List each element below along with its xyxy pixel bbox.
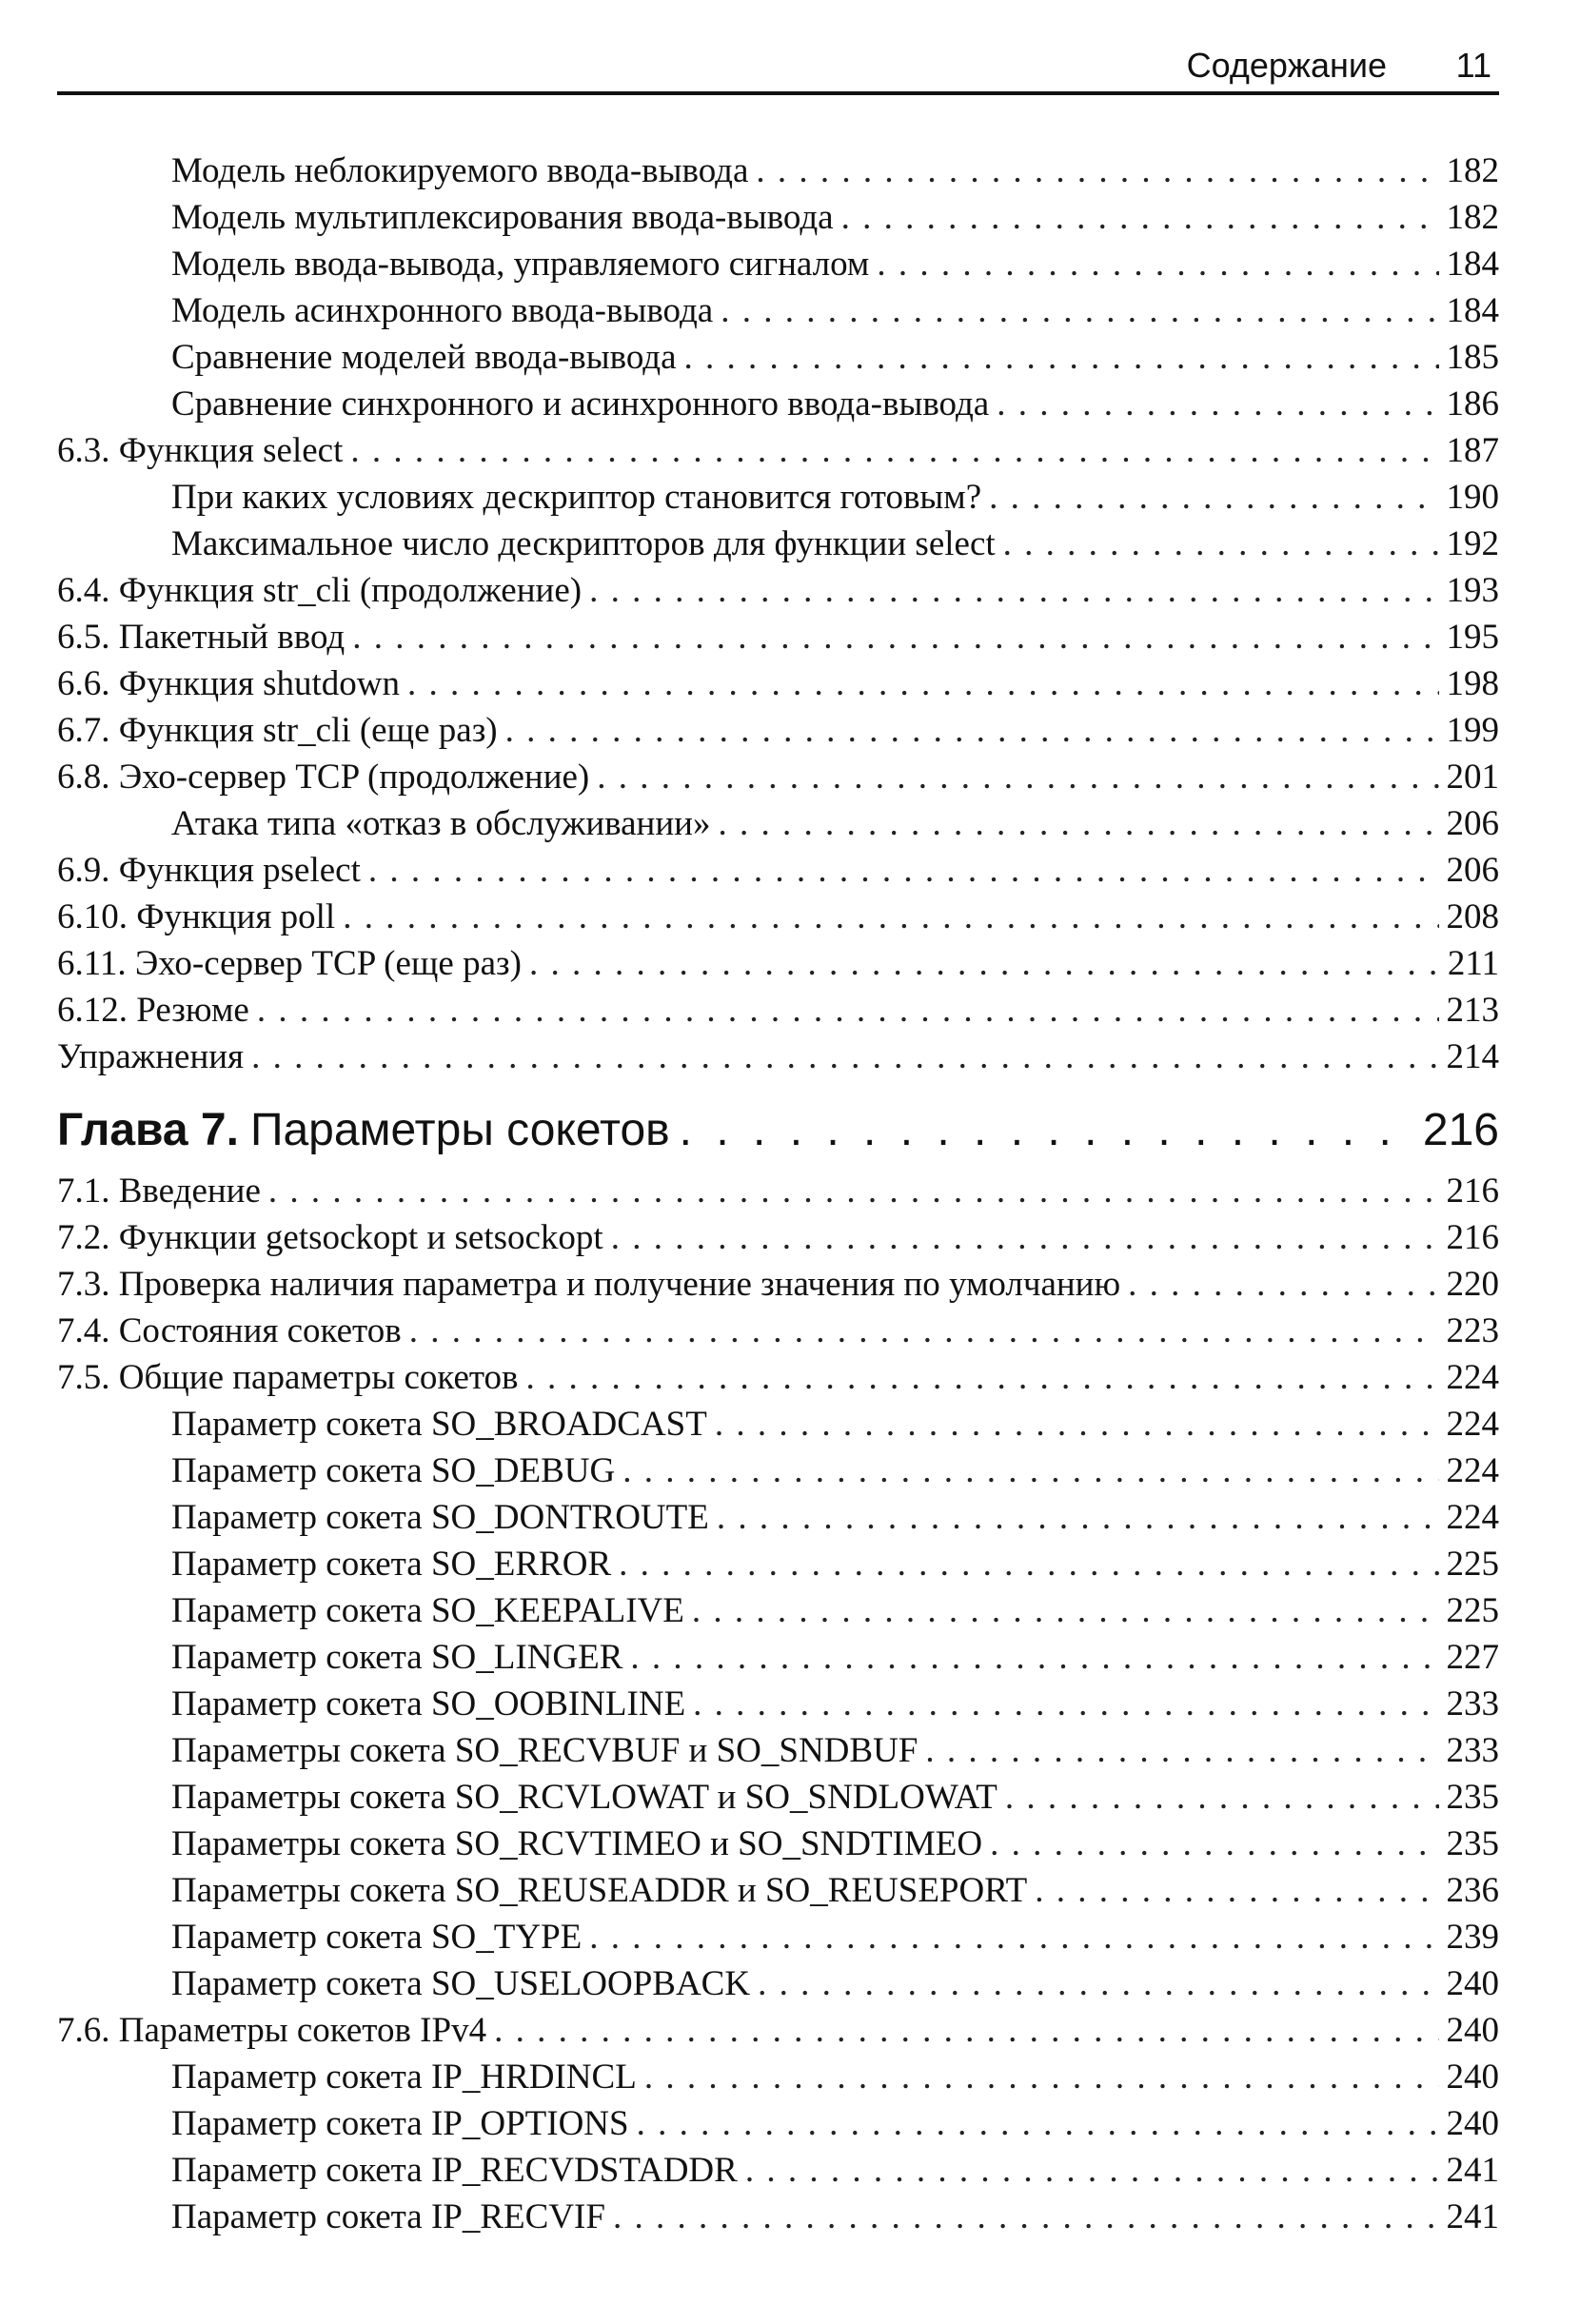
toc-entry-title: 6.9. Функция pselect [57,851,361,890]
toc-entry-title: Параметр сокета SO_LINGER [171,1638,623,1677]
dot-leader [1003,523,1439,564]
toc-entry-page: 193 [1446,571,1499,610]
toc-entry [57,1544,1499,1590]
toc-entry-page: 240 [1446,2011,1499,2050]
dot-leader [1005,1777,1439,1818]
dot-leader [611,1217,1439,1258]
dot-leader [409,1310,1439,1351]
toc-entry-page: 184 [1446,291,1499,330]
toc-entry [57,710,1499,757]
toc-entry-page: 216 [1446,1218,1499,1257]
toc-entry-title: Максимальное число дескрипторов для функции select [171,524,996,563]
toc-entry-page: 241 [1446,2197,1499,2236]
toc-entry [57,1730,1499,1777]
toc-entry [57,803,1499,850]
toc-entry-title: Параметр сокета SO_DEBUG [171,1451,616,1490]
chapter-title: Параметры сокетов [249,1105,670,1155]
dot-leader [1035,1870,1438,1911]
chapter-heading [57,1104,1499,1165]
dot-leader [989,477,1438,518]
toc-entry [57,757,1499,803]
dot-leader [1128,1264,1438,1305]
dot-leader [597,757,1438,798]
dot-leader [343,896,1438,937]
toc-entry-title: Параметр сокета SO_USELOOPBACK [171,1964,751,2003]
toc-entry-title: Параметры сокета SO_RCVLOWAT и SO_SNDLOWAT [171,1778,997,1817]
toc-entry-title: 7.3. Проверка наличия параметра и получение значения по умолчанию [57,1265,1121,1304]
toc-entry [57,430,1499,477]
toc-entry-page: 224 [1446,1405,1499,1444]
toc-entry-title: Модель мультиплексирования ввода-вывода [171,198,834,237]
toc-entry [57,1264,1499,1310]
toc-entry-page: 216 [1446,1172,1499,1211]
header-page-number: 11 [1455,46,1491,85]
toc-entry [57,943,1499,990]
dot-leader [715,1404,1439,1445]
toc-entry-page: 224 [1446,1358,1499,1397]
dot-leader [589,570,1438,611]
toc-entry-title: Упражнения [57,1037,245,1076]
dot-leader [756,150,1438,191]
toc-entry [57,1217,1499,1264]
toc-entry [57,1963,1499,2010]
toc-entry [57,570,1499,617]
toc-entry-title: 6.10. Функция poll [57,897,336,936]
toc-entry-title: 6.8. Эхо-сервер TCP (продолжение) [57,758,590,797]
toc-entry [57,2010,1499,2057]
toc-entry-page: 182 [1446,198,1499,237]
toc-entry-page: 220 [1446,1265,1499,1304]
dot-leader [630,1637,1438,1678]
toc-entry-page: 208 [1446,897,1499,936]
dot-leader [505,710,1439,751]
dot-leader [526,1357,1439,1398]
toc-entry [57,1917,1499,1963]
dot-leader [529,943,1440,984]
toc-section-before [57,150,1499,1083]
toc-entry [57,290,1499,337]
toc-entry-title: 6.6. Функция shutdown [57,664,401,703]
toc-entry-page: 187 [1446,431,1499,470]
toc-entry [57,523,1499,570]
toc-entry-title: Параметры сокета SO_RECVBUF и SO_SNDBUF [171,1731,918,1770]
toc-entry-title: Параметр сокета IP_RECVIF [171,2197,605,2236]
toc-entry-title: При каких условиях дескриптор становится готовым? [171,478,982,517]
toc-entry-title: Параметр сокета IP_OPTIONS [171,2104,629,2143]
toc-entry-title: 6.3. Функция select [57,431,344,470]
toc-entry-page: 206 [1446,804,1499,843]
toc-entry [57,1777,1499,1823]
toc-entry [57,1870,1499,1917]
toc-entry-title: Параметр сокета SO_OOBINLINE [171,1684,686,1723]
toc-entry-title: 7.5. Общие параметры сокетов [57,1358,519,1397]
dot-leader [619,1544,1438,1585]
dot-leader [268,1171,1439,1211]
toc-entry-page: 240 [1446,1964,1499,2003]
toc-entry-page: 214 [1446,1037,1499,1076]
toc-entry-title: 7.4. Состояния сокетов [57,1311,402,1350]
toc-entry-title: Модель ввода-вывода, управляемого сигналом [171,245,870,284]
toc-entry [57,1036,1499,1083]
toc-entry [57,1637,1499,1684]
toc-entry-page: 235 [1446,1824,1499,1863]
toc-entry-title: Параметр сокета IP_RECVDSTADDR [171,2151,738,2190]
toc-entry [57,2150,1499,2196]
dot-leader [613,2196,1439,2237]
toc-entry [57,150,1499,197]
toc-entry-page: 190 [1446,478,1499,517]
dot-leader [758,1963,1438,2004]
dot-leader [721,290,1438,331]
dot-leader [693,1684,1438,1724]
chapter-page-number: 216 [1422,1105,1499,1155]
table-of-contents [57,150,1499,2243]
toc-entry-title: Параметр сокета SO_BROADCAST [171,1405,707,1444]
toc-entry-title: Параметры сокета SO_REUSEADDR и SO_REUSEPORT [171,1871,1028,1910]
toc-entry [57,1684,1499,1730]
dot-leader [644,2057,1439,2098]
toc-entry-title: Сравнение синхронного и асинхронного ввода-вывода [171,384,990,423]
toc-entry-page: 225 [1446,1545,1499,1584]
dot-leader [494,2010,1438,2051]
toc-entry-page: 199 [1446,711,1499,750]
toc-entry-page: 198 [1446,664,1499,703]
toc-entry-title: Параметр сокета SO_ERROR [171,1545,612,1584]
toc-entry [57,1823,1499,1870]
dot-leader [745,2150,1439,2191]
toc-entry [57,2196,1499,2243]
toc-entry-page: 224 [1446,1451,1499,1490]
toc-entry [57,896,1499,943]
toc-entry [57,477,1499,523]
dot-leader [684,337,1439,378]
toc-entry-title: 6.4. Функция str_cli (продолжение) [57,571,583,610]
toc-entry-title: Модель асинхронного ввода-вывода [171,291,714,330]
dot-leader [718,803,1438,844]
toc-entry-page: 206 [1446,851,1499,890]
dot-leader [997,384,1438,424]
dot-leader [589,1917,1438,1958]
toc-entry-page: 236 [1446,1871,1499,1910]
toc-entry-page: 240 [1446,2104,1499,2143]
dot-leader [680,1104,1413,1156]
toc-entry [57,1357,1499,1404]
toc-entry [57,244,1499,290]
toc-entry-title: Параметр сокета IP_HRDINCL [171,2058,637,2097]
toc-entry-page: 195 [1446,618,1499,657]
toc-entry [57,1310,1499,1357]
toc-entry [57,663,1499,710]
toc-entry [57,2057,1499,2103]
toc-entry [57,1171,1499,1217]
toc-entry-title: 6.11. Эхо-сервер TCP (еще раз) [57,944,522,983]
toc-entry-page: 211 [1447,944,1499,983]
toc-entry-page: 224 [1446,1498,1499,1537]
toc-entry-page: 182 [1446,151,1499,190]
toc-entry-title: Параметр сокета SO_TYPE [171,1918,583,1957]
dot-leader [368,850,1439,891]
dot-leader [407,663,1438,704]
toc-entry-page: 185 [1446,338,1499,377]
toc-entry-title: Параметр сокета SO_DONTROUTE [171,1498,709,1537]
toc-entry-page: 201 [1446,758,1499,797]
dot-leader [990,1823,1438,1864]
dot-leader [717,1497,1439,1538]
toc-entry-page: 241 [1446,2151,1499,2190]
toc-entry [57,1590,1499,1637]
header-title: Содержание [1186,46,1387,85]
dot-leader [877,244,1438,285]
toc-entry-page: 233 [1446,1731,1499,1770]
toc-entry [57,850,1499,896]
dot-leader [622,1450,1438,1491]
toc-entry-title: 7.6. Параметры сокетов IPv4 [57,2011,487,2050]
dot-leader [925,1730,1438,1771]
toc-entry-page: 239 [1446,1918,1499,1957]
toc-entry-title: 7.2. Функции getsockopt и setsockopt [57,1218,603,1257]
toc-entry-title: Модель неблокируемого ввода-вывода [171,151,749,190]
toc-entry-page: 213 [1446,991,1499,1030]
toc-entry-page: 192 [1446,524,1499,563]
toc-entry [57,384,1499,430]
toc-entry-page: 186 [1446,384,1499,423]
toc-entry-page: 223 [1446,1311,1499,1350]
toc-entry [57,1404,1499,1450]
dot-leader [251,1036,1438,1077]
toc-entry-page: 227 [1446,1638,1499,1677]
toc-entry-title: 6.12. Резюме [57,991,249,1030]
page-header [57,38,1499,95]
toc-entry-title: Сравнение моделей ввода-вывода [171,338,677,377]
dot-leader [352,617,1438,658]
toc-entry-title: Параметры сокета SO_RCVTIMEO и SO_SNDTIMEO [171,1824,983,1863]
toc-entry [57,1450,1499,1497]
toc-entry-page: 184 [1446,245,1499,284]
toc-entry-title: Параметр сокета SO_KEEPALIVE [171,1591,684,1630]
toc-entry-title: 6.5. Пакетный ввод [57,618,346,657]
dot-leader [637,2103,1439,2144]
toc-entry [57,1497,1499,1544]
toc-entry [57,617,1499,663]
dot-leader [692,1590,1439,1631]
dot-leader [841,197,1439,238]
toc-entry-title: 7.1. Введение [57,1172,261,1211]
dot-leader [257,990,1439,1031]
toc-entry [57,2103,1499,2150]
toc-entry-title: Атака типа «отказ в обслуживании» [171,804,711,843]
toc-entry [57,990,1499,1036]
toc-entry-page: 240 [1446,2058,1499,2097]
toc-entry-title: 6.7. Функция str_cli (еще раз) [57,711,498,750]
toc-entry-page: 233 [1446,1684,1499,1723]
toc-entry [57,337,1499,384]
toc-entry [57,197,1499,244]
toc-entry-page: 225 [1446,1591,1499,1630]
toc-section-after [57,1171,1499,2243]
dot-leader [350,430,1438,471]
toc-entry-page: 235 [1446,1778,1499,1817]
chapter-label: Глава 7. [57,1105,239,1155]
